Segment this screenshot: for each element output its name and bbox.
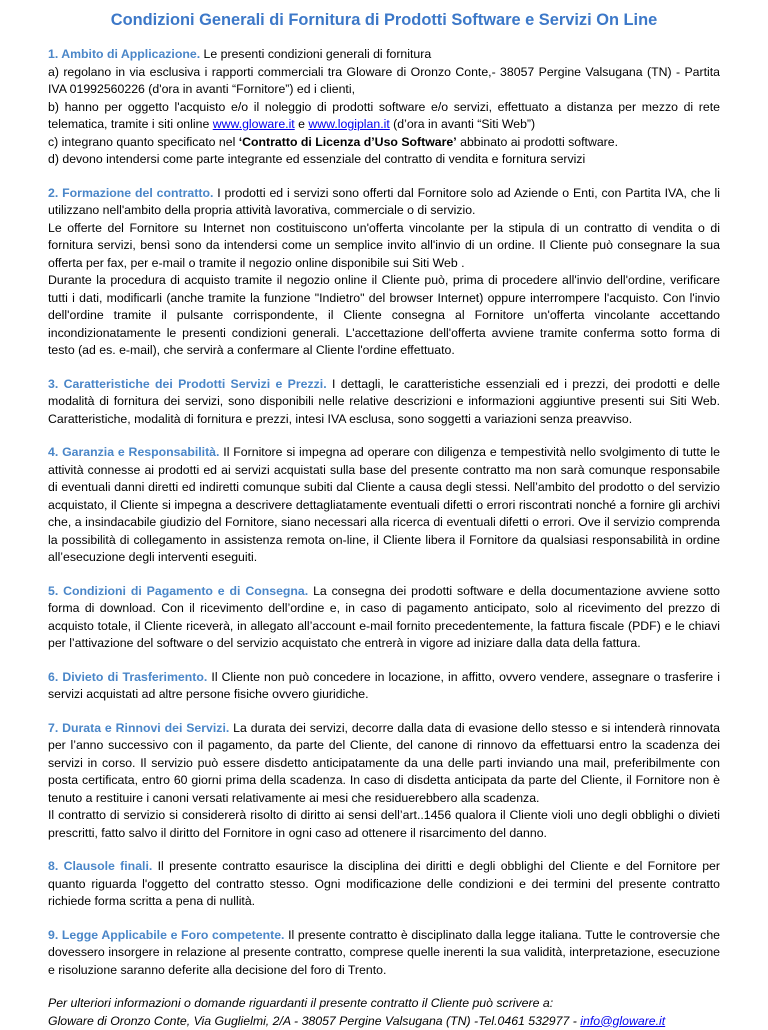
section-6 xyxy=(48,669,720,704)
section-8 xyxy=(48,858,720,911)
section-1-intro xyxy=(48,46,720,64)
section-5 xyxy=(48,583,720,653)
section-2-p1-text: I prodotti ed i servizi sono offerti dal Fornitore solo ad Aziende o Enti, con Partita IVA, che li utilizzano nell'ambito della propria attività lavorativa, commerciale o di servizio. xyxy=(48,186,720,218)
section-5-heading: 5. Condizioni di Pagamento e di Consegna. xyxy=(48,584,308,598)
contact-address-text: Gloware di Oronzo Conte, Via Guglielmi, 2/A - 38057 Pergine Valsugana (TN) -Tel.0461 532977 - xyxy=(48,1014,580,1028)
section-6-body xyxy=(48,669,720,704)
document-title: Condizioni Generali di Fornitura di Prodotti Software e Servizi On Line xyxy=(48,11,720,30)
section-7-heading: 7. Durata e Rinnovi dei Servizi. xyxy=(48,721,229,735)
section-9-text: Il presente contratto è disciplinato dalla legge italiana. Tutte le controversie che dovessero insorgere in relazione al presente contratto, comprese quelle inerenti la sua validità, interpretazione, esecuzione e risoluzione saranno deferite alla decisione del foro di Trento. xyxy=(48,928,720,977)
section-3-heading: 3. Caratteristiche dei Prodotti Servizi e Prezzi. xyxy=(48,377,327,391)
section-8-text: Il presente contratto esaurisce la disciplina dei diritti e degli obblighi del Cliente e del Fornitore per quanto riguarda l'oggetto del contratto stesso. Ogni modificazione delle condizioni e dei termini del presente contratto richiede forma scritta a pena di nullità. xyxy=(48,859,720,908)
section-4-heading: 4. Garanzia e Responsabilità. xyxy=(48,445,219,459)
section-3-body xyxy=(48,376,720,429)
section-9-heading: 9. Legge Applicabile e Foro competente. xyxy=(48,928,284,942)
section-5-body xyxy=(48,583,720,653)
section-1-item-c-suffix: abbinato ai prodotti software. xyxy=(457,135,618,149)
contact-address xyxy=(48,1013,720,1030)
section-7 xyxy=(48,720,720,843)
section-1-item-b xyxy=(48,99,720,134)
email-link[interactable]: info@gloware.it xyxy=(580,1014,665,1028)
section-1-item-b-suffix: (d’ora in avanti “Siti Web”) xyxy=(390,117,535,131)
section-4 xyxy=(48,444,720,567)
license-contract-reference: ‘Contratto di Licenza d’Uso Software’ xyxy=(239,135,457,149)
section-2-heading: 2. Formazione del contratto. xyxy=(48,186,213,200)
section-1 xyxy=(48,46,720,169)
section-1-intro-text: Le presenti condizioni generali di fornitura xyxy=(200,47,431,61)
section-3 xyxy=(48,376,720,429)
gloware-link[interactable]: www.gloware.it xyxy=(213,117,295,131)
section-2-p1 xyxy=(48,185,720,220)
section-2-p2: Le offerte del Fornitore su Internet non costituiscono un'offerta vincolante per la stipula di un contratto di vendita o di fornitura servizi, bensì sono da intendersi come un semplice invito all'invio di un ordine. Il Cliente può consegnare la sua offerta per fax, per e-mail o tramite il negozio online disponibile sui Siti Web . xyxy=(48,220,720,273)
section-7-p1-text: La durata dei servizi, decorre dalla data di evasione dello stesso e si intenderà rinnovata per l’anno successivo con il pagamento, da parte del Cliente, del canone di rinnovo da effettuarsi entro la scadenza dei servizi in corso. Il servizio può essere disdetto anticipatamente da una delle parti inviando una mail, preferibilmente con posta certificata, entro 60 giorni prima della scadenza. In caso di disdetta anticipata da parte del Cliente, il Fornitore non è tenuto a restituire i canoni versati relativamente ai mesi che residuerebbero alla scadenza. xyxy=(48,721,720,805)
section-4-body xyxy=(48,444,720,567)
section-2 xyxy=(48,185,720,360)
section-7-p2: Il contratto di servizio si considererà risolto di diritto ai sensi dell’art..1456 qualora il Cliente violi uno degli obblighi o divieti prescritti, fatto salvo il diritto del Fornitore in ogni caso ad ottenere il risarcimento del danno. xyxy=(48,807,720,842)
section-1-item-d: d) devono intendersi come parte integrante ed essenziale del contratto di vendita e fornitura servizi xyxy=(48,151,720,169)
section-1-item-c-text: c) integrano quanto specificato nel xyxy=(48,135,239,149)
section-4-text: Il Fornitore si impegna ad operare con diligenza e tempestività nello svolgimento di tutte le attività connesse ai prodotti ed ai servizi acquistati sulla base del presente contratto ma non sarà comunque responsabile di eventuali danni diretti ed indiretti comunque subiti dal Cliente a causa degli stessi. Nell’ambito del prodotto o del servizio acquistato, il Cliente si impegna a descrivere dettagliatamente eventuali difetti o errori riscontrati nonché a fornire gli archivi che, a insindacabile giudizio del Fornitore, siano necessari alla ricerca di eventuali difetti o errori. Ove il servizio comprenda la possibilità di collegamento in assistenza remota on-line, il Cliente libera il Fornitore da qualsiasi responsabilità in ordine all’esecuzione degli interventi eseguiti. xyxy=(48,445,720,564)
contact-intro: Per ulteriori informazioni o domande riguardanti il presente contratto il Cliente può scrivere a: xyxy=(48,995,720,1013)
section-1-heading: 1. Ambito di Applicazione. xyxy=(48,47,200,61)
section-1-item-a: a) regolano in via esclusiva i rapporti commerciali tra Gloware di Oronzo Conte,- 38057 Pergine Valsugana (TN) - Partita IVA 01992560226 (d'ora in avanti “Fornitore”) ed i clienti, xyxy=(48,64,720,99)
section-1-item-c xyxy=(48,134,720,152)
section-1-item-b-text: b) hanno per oggetto l'acquisto e/o il noleggio di prodotti software e/o servizi, effettuato a distanza per mezzo di rete telematica, tramite i siti online xyxy=(48,100,720,132)
section-5-text: La consegna dei prodotti software e della documentazione avviene sotto forma di download. Con il ricevimento dell’ordine e, in caso di pagamento anticipato, solo al ricevimento del prezzo di acquisto totale, il Cliente riceverà, in allegato all’account e-mail fornito precedentemente, la fattura fiscale (PDF) e le chiavi per l’attivazione del software o del servizio acquistato che entrerà in vigore ad iniziare dalla data della fattura. xyxy=(48,584,720,651)
section-2-p3: Durante la procedura di acquisto tramite il negozio online il Cliente può, prima di procedere all'invio dell'ordine, verificare tutti i dati, modificarli (anche tramite la funzione "Indietro" del browser Internet) oppure interrompere l'acquisto. Con l'invio dell'ordine tramite il pulsante corrispondente, il Cliente consegna al Fornitore un'offerta vincolante accettando incondizionatamente le presenti condizioni generali. L'accettazione dell'offerta avviene tramite conferma sotto forma di testo (ad es. e-mail), che servirà a confermare al Cliente l'ordine effettuato. xyxy=(48,272,720,360)
contact-footer xyxy=(48,995,720,1030)
section-8-heading: 8. Clausole finali. xyxy=(48,859,152,873)
section-3-text: I dettagli, le caratteristiche essenziali ed i prezzi, dei prodotti e delle modalità di fornitura dei servizi, sono disponibili nelle relative descrizioni e informazioni aggiuntive presenti sui Siti Web. Caratteristiche, modalità di fornitura e prezzi, intesi IVA esclusa, sono soggetti a variazioni senza preavviso. xyxy=(48,377,720,426)
logiplan-link[interactable]: www.logiplan.it xyxy=(308,117,389,131)
section-6-heading: 6. Divieto di Trasferimento. xyxy=(48,670,207,684)
section-7-p1 xyxy=(48,720,720,808)
section-9 xyxy=(48,927,720,980)
section-8-body xyxy=(48,858,720,911)
section-1-item-b-and: e xyxy=(295,117,309,131)
section-6-text: Il Cliente non può concedere in locazione, in affitto, ovvero vendere, assegnare o trasferire i servizi acquistati ad altre persone fisiche ovvero giuridiche. xyxy=(48,670,720,702)
section-9-body xyxy=(48,927,720,980)
